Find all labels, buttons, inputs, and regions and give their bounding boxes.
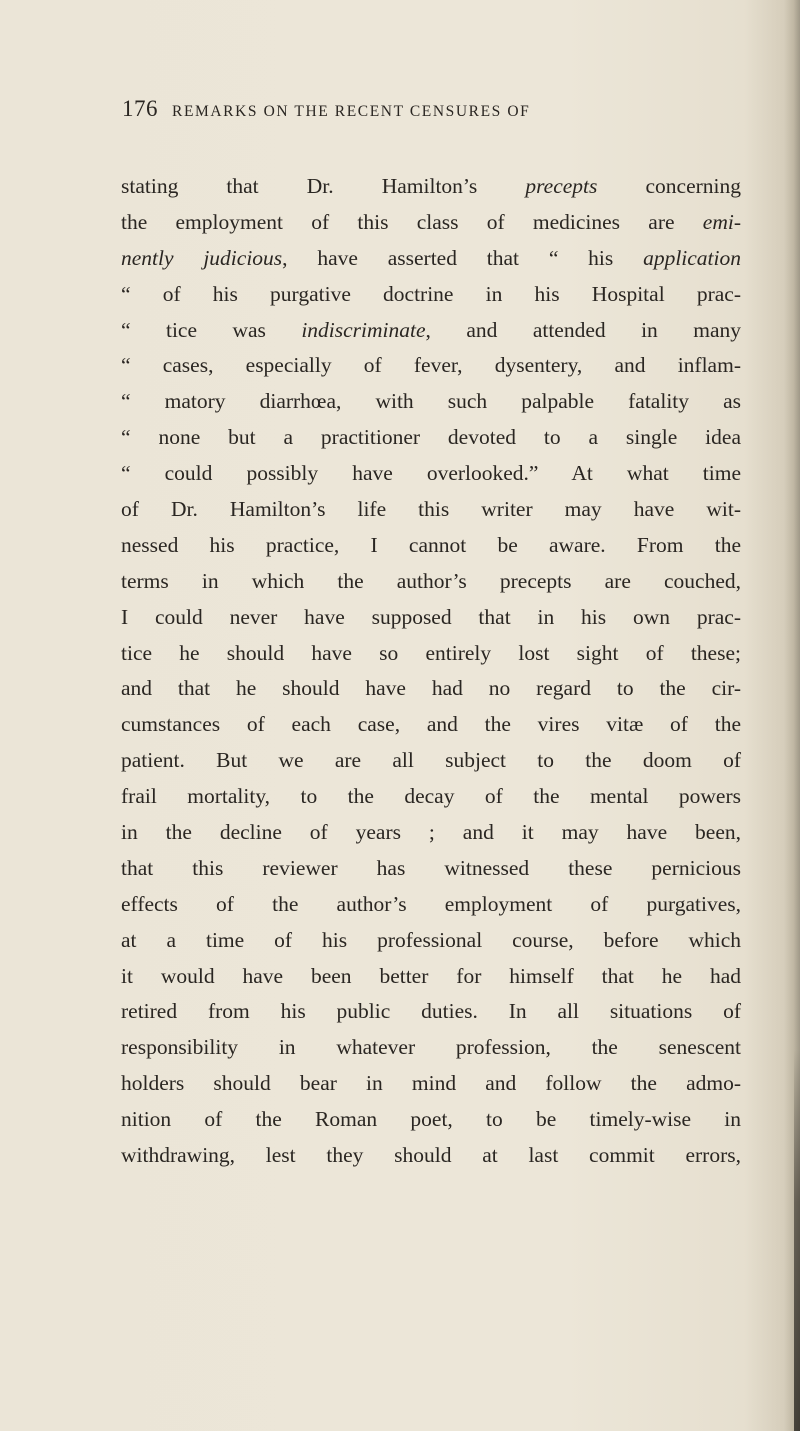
text-line [121,313,741,349]
text-run: , have asserted that “ his [282,245,644,270]
text-run: “ matory diarrhœa, with such palpable fatality as [121,389,741,414]
text-line [121,743,741,779]
text-run: terms in which the author’s precepts are couched, [121,568,741,593]
italic-text-run: application [643,245,741,270]
text-run: cumstances of each case, and the vires vitæ of the [121,712,741,737]
text-run: holders should bear in mind and follow the admo- [121,1071,741,1096]
text-line [121,205,741,241]
running-header [122,96,682,122]
italic-text-run: nently judicious [121,245,283,270]
text-run: withdrawing, lest they should at last commit errors, [121,1143,741,1168]
text-line [121,815,741,851]
text-line [121,384,741,420]
text-run: stating that Dr. Hamilton’s [121,174,526,198]
text-line [121,348,741,384]
text-run: nition of the Roman poet, to be timely-wise in [121,1107,741,1132]
text-run: in the decline of years ; and it may have been, [121,820,741,845]
text-run: effects of the author’s employment of purgatives, [121,891,741,916]
italic-text-run: indiscriminate [301,317,426,342]
text-line [121,600,741,636]
text-run: I could never have supposed that in his own prac- [121,604,741,629]
text-line [121,1102,741,1138]
page-number: 176 [122,96,158,121]
text-line [121,923,741,959]
text-line [121,1138,741,1174]
text-line [121,169,741,205]
text-run: nessed his practice, I cannot be aware. From the [121,532,741,557]
text-line [121,851,741,887]
text-run: frail mortality, to the decay of the mental powers [121,784,741,809]
text-line [121,636,741,672]
text-run: responsibility in whatever profession, the senescent [121,1035,741,1060]
italic-text-run: emi- [702,209,741,234]
text-run: , and attended in many [425,317,741,342]
page-binding-edge [794,1050,800,1431]
text-line [121,959,741,995]
text-run: that this reviewer has witnessed these pernicious [121,855,741,880]
text-run: “ tice was [121,317,302,342]
text-run: concerning [597,174,742,198]
text-run: of Dr. Hamilton’s life this writer may have wit- [121,497,741,522]
text-line [121,671,741,707]
text-line [121,420,741,456]
text-run: at a time of his professional course, before which [121,927,741,952]
text-line [121,707,741,743]
text-run: “ of his purgative doctrine in his Hospital prac- [121,281,741,306]
text-line [121,277,741,313]
running-head-title: REMARKS ON THE RECENT CENSURES OF [172,103,531,120]
text-run: tice he should have so entirely lost sight of these; [121,640,741,665]
italic-text-run: precepts [525,174,598,198]
text-run: it would have been better for himself that he had [121,963,741,988]
text-line [121,1030,741,1066]
text-run: “ cases, especially of fever, dysentery, and inflam- [121,353,741,378]
text-line [121,456,741,492]
text-line [121,887,741,923]
text-line [121,241,741,277]
text-run: and that he should have had no regard to the cir- [121,676,741,701]
text-run: “ could possibly have overlooked.” At what time [121,461,741,486]
text-run: the employment of this class of medicines are [121,209,703,234]
text-line [121,1066,741,1102]
text-run: retired from his public duties. In all situations of [121,999,741,1024]
text-line [121,528,741,564]
text-run: “ none but a practitioner devoted to a single idea [121,425,741,450]
text-line [121,564,741,600]
text-run: patient. But we are all subject to the doom of [121,748,741,773]
text-line [121,492,741,528]
text-line [121,779,741,815]
body-text [121,169,741,1174]
text-line [121,994,741,1030]
